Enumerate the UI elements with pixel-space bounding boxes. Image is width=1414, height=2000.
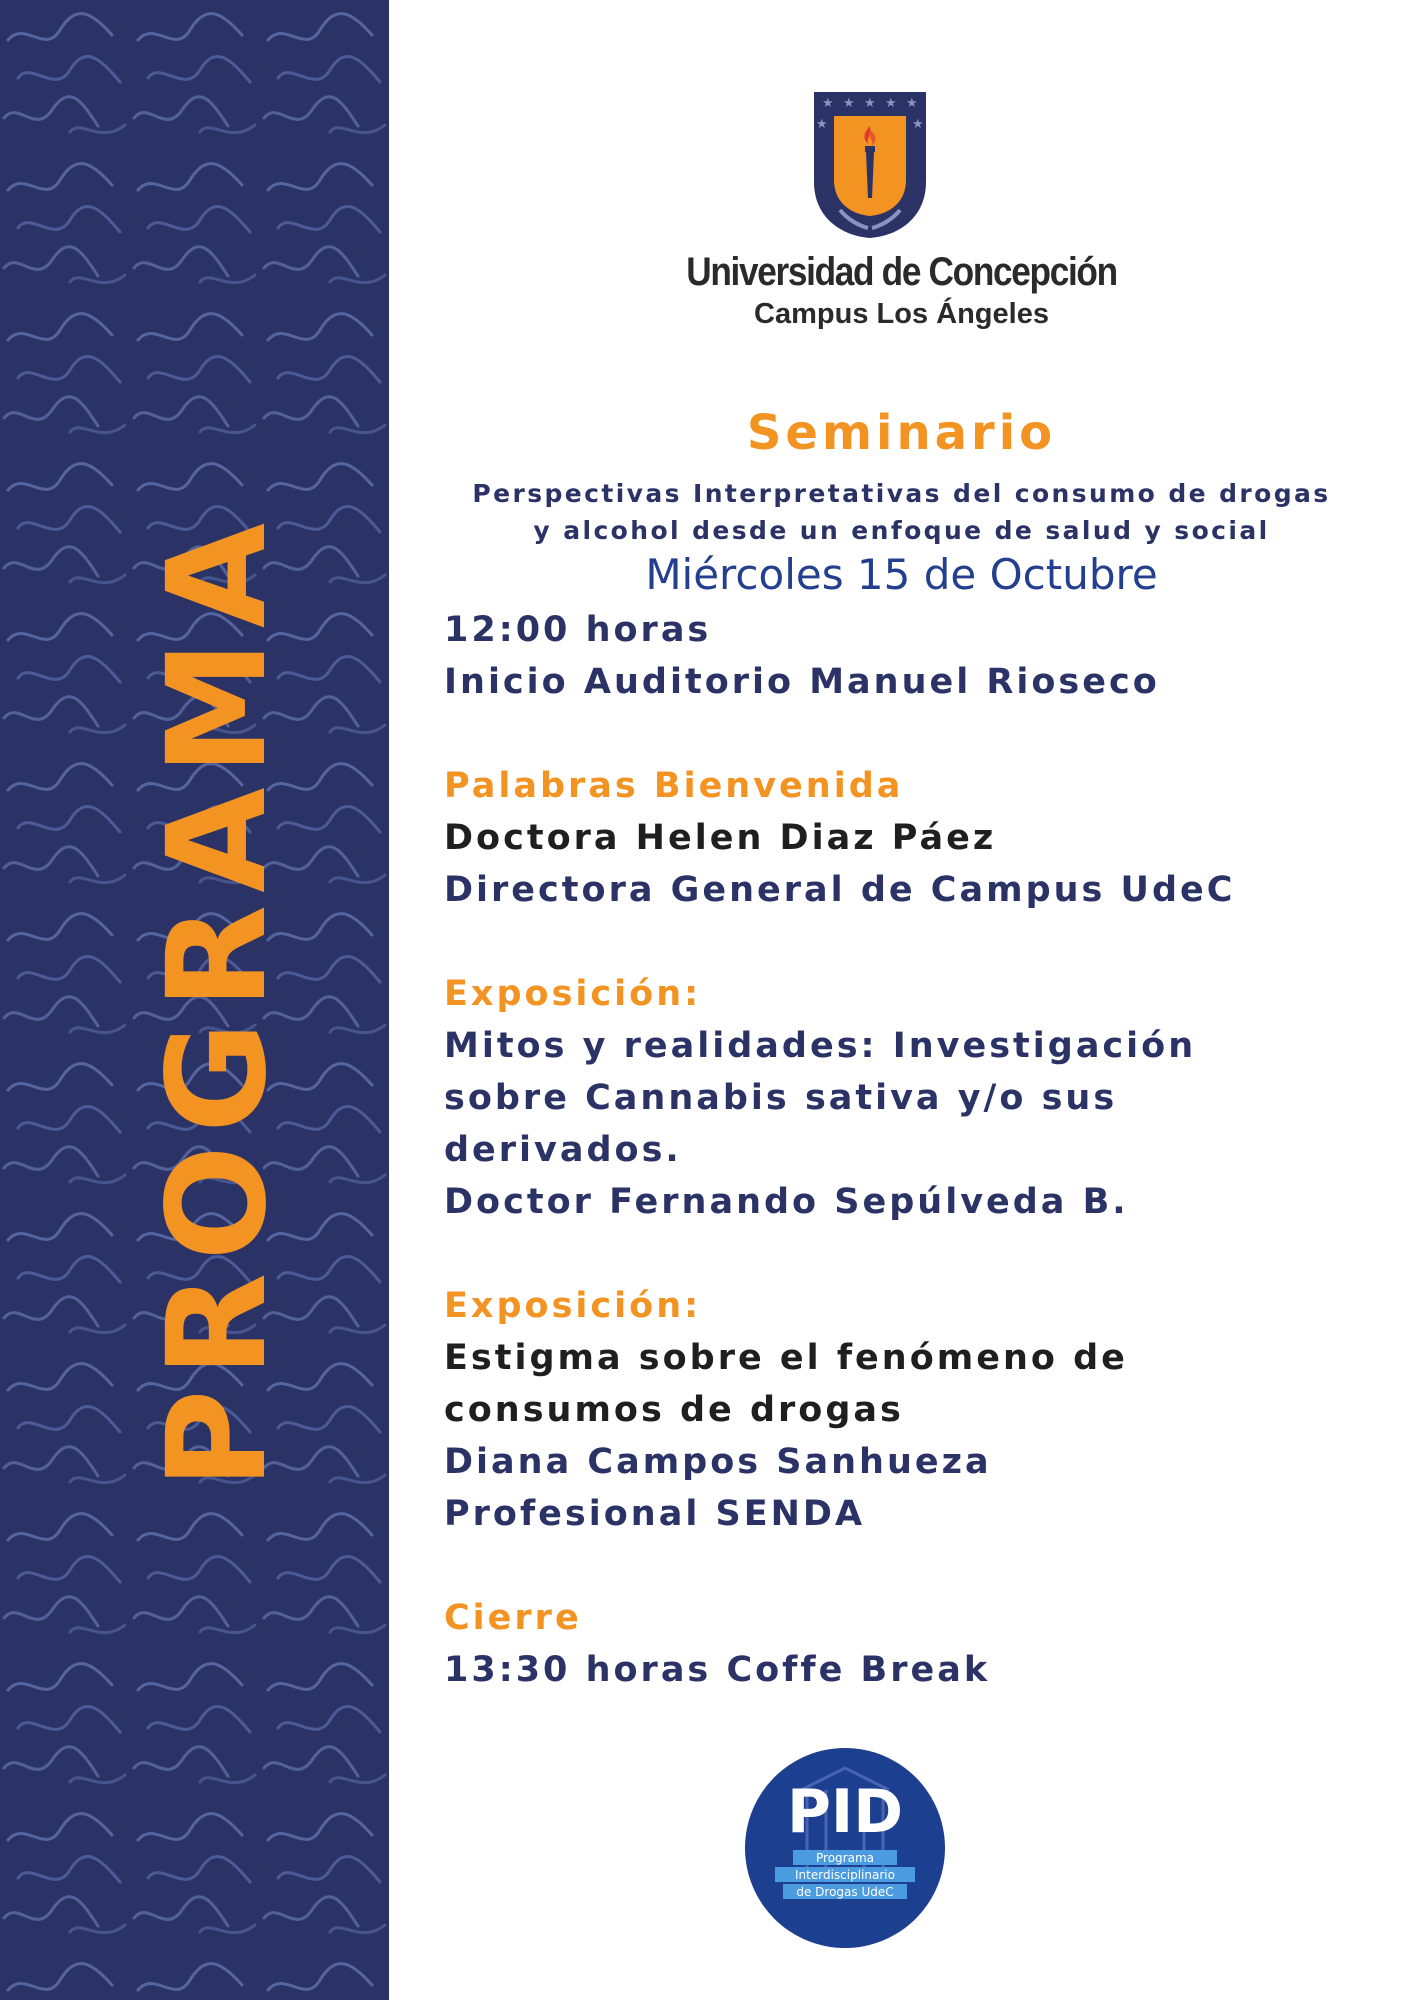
welcome-speaker: Doctora Helen Diaz Páez (444, 818, 997, 858)
pid-acronym: PID (786, 1777, 904, 1847)
talk2-speaker: Diana Campos Sanhueza (444, 1442, 992, 1482)
welcome-block (444, 760, 1404, 916)
left-panel (0, 0, 389, 2000)
pid-line: Interdisciplinario (795, 1868, 895, 1882)
seminar-label: Seminario (746, 405, 1057, 461)
talk2-block (444, 1280, 1404, 1540)
talk2-heading: Exposición: (444, 1286, 702, 1326)
subtitle-line: Perspectivas Interpretativas del consumo de drogas (472, 479, 1331, 508)
talk1-speaker: Doctor Fernando Sepúlveda B. (444, 1182, 1129, 1222)
talk1-heading: Exposición: (444, 974, 702, 1014)
campus-name: Campus Los Ángeles (754, 298, 1049, 330)
svg-text:★: ★ (912, 117, 924, 132)
talk1-title-line: Mitos y realidades: Investigación (444, 1026, 1197, 1066)
svg-text:★: ★ (822, 96, 834, 111)
subtitle-line: y alcohol desde un enfoque de salud y social (533, 516, 1270, 545)
svg-text:★: ★ (843, 96, 855, 111)
talk1-title-line: sobre Cannabis sativa y/o sus (444, 1078, 1118, 1118)
svg-text:★: ★ (864, 96, 876, 111)
pid-logo (743, 1746, 947, 1950)
welcome-heading: Palabras Bienvenida (444, 766, 904, 806)
pid-line: Programa (816, 1851, 874, 1865)
seminar-subtitle (389, 475, 1414, 549)
closing-detail: 13:30 horas Coffe Break (444, 1650, 991, 1690)
university-crest-icon (810, 90, 930, 240)
svg-text:★: ★ (906, 96, 918, 111)
start-place: Inicio Auditorio Manuel Rioseco (444, 662, 1160, 702)
seminar-date: Miércoles 15 de Octubre (645, 550, 1158, 599)
welcome-role: Directora General de Campus UdeC (444, 870, 1236, 910)
talk2-role: Profesional SENDA (444, 1494, 866, 1534)
university-name: Universidad de Concepción (686, 250, 1117, 294)
start-block (444, 604, 1404, 708)
talk2-title-line: Estigma sobre el fenómeno de (444, 1338, 1128, 1378)
pid-line: de Drogas UdeC (796, 1885, 894, 1899)
vertical-title: PROGRAMA (139, 510, 297, 1490)
closing-block (444, 1592, 1404, 1696)
talk2-title-line: consumos de drogas (444, 1390, 904, 1430)
svg-text:★: ★ (885, 96, 897, 111)
closing-heading: Cierre (444, 1598, 582, 1638)
start-time: 12:00 horas (444, 610, 712, 650)
talk1-title-line: derivados. (444, 1130, 682, 1170)
talk1-block (444, 968, 1404, 1228)
svg-text:★: ★ (816, 117, 828, 132)
program-schedule (444, 604, 1404, 1748)
